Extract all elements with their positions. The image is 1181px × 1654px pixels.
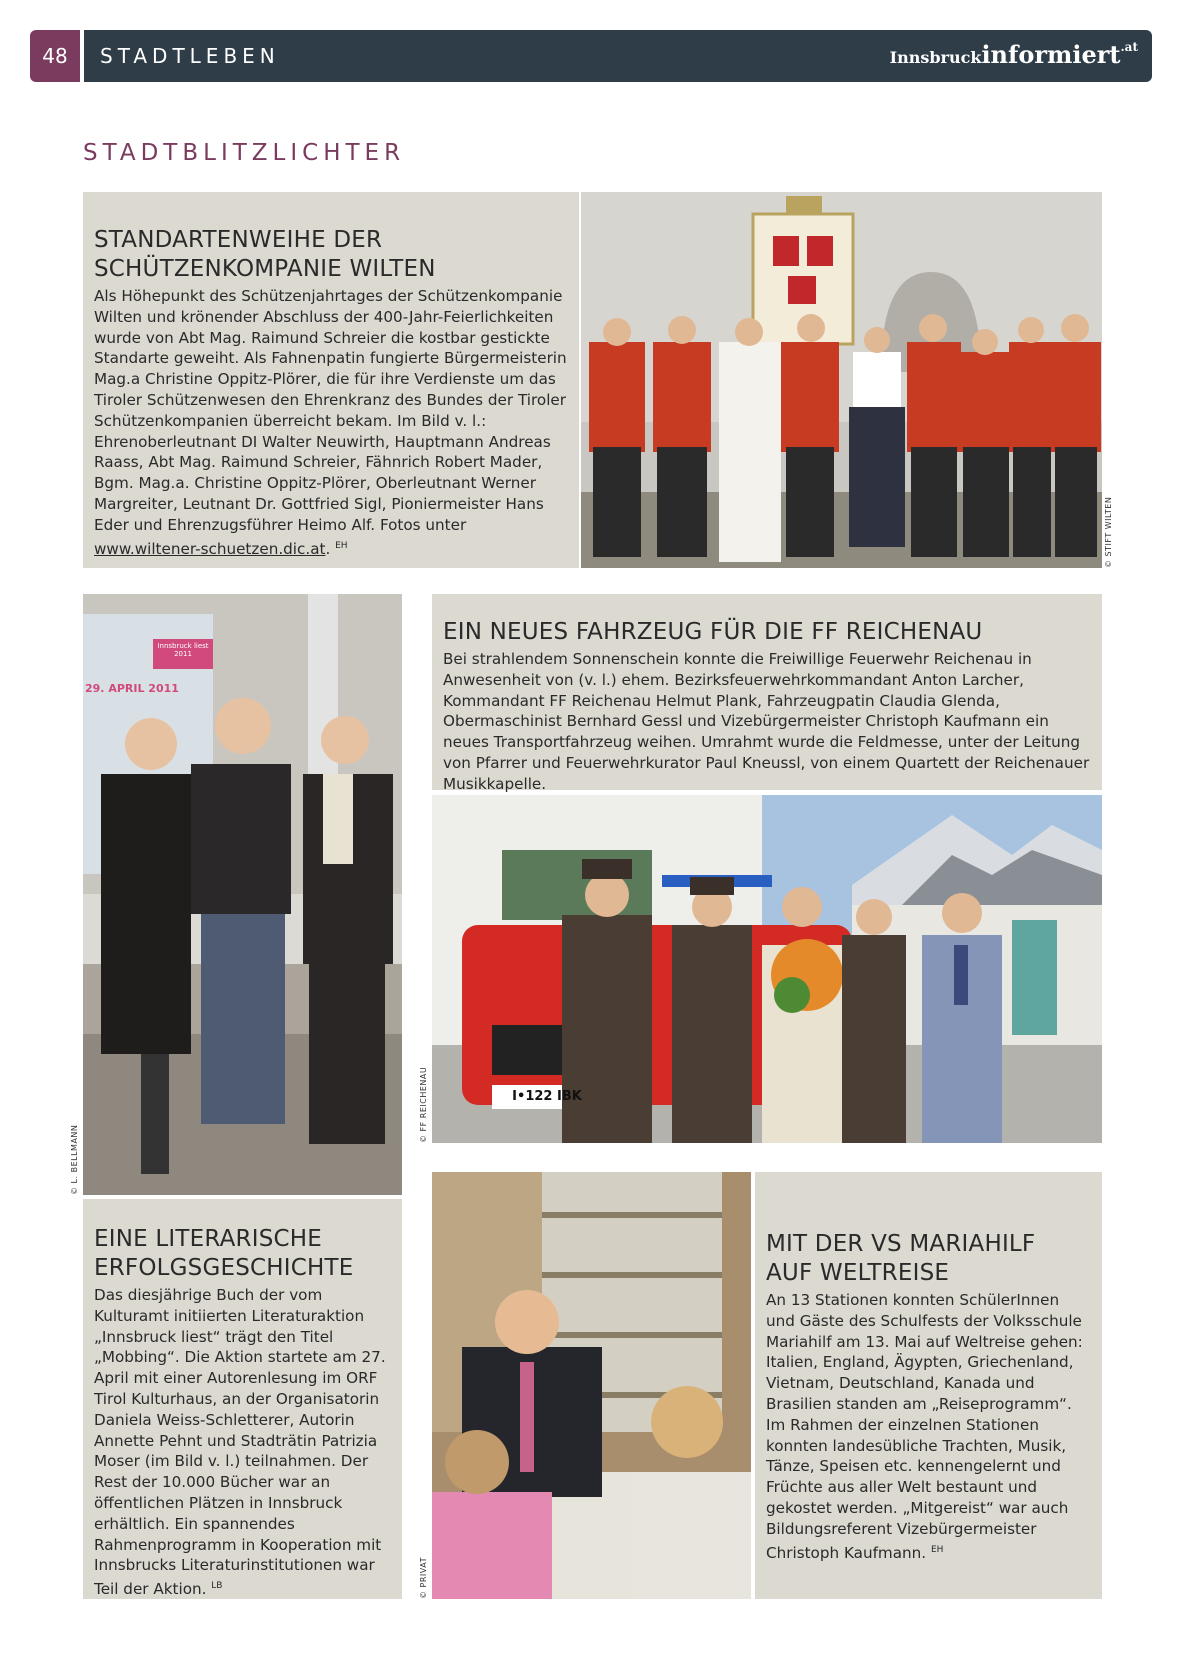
- article-literatur-body: Das diesjährige Buch der vom Kulturamt initiierten Literaturaktion „Innsbruck liest“ trägt den Titel „Mobbing“. Die Aktion startete am 27. April mit einer Autorenlesung im ORF Tirol Kulturhaus, an der Organisatorin Daniela Weiss-Schletterer, Autorin Annette Pehnt und Stadträtin Patrizia Moser (im Bild v. l.) teilnahmen. Der Rest der 10.000 Bücher war an öffentlichen Plätzen in Innsbruck erhältlich. Ein spannendes Rahmenprogramm in Kooperation mit Innsbrucks Literaturinstitutionen war Teil der Aktion. $^{LB}$: [94, 1286, 386, 1599]
- page-number: 48: [30, 30, 80, 82]
- author-sign: EH: [930, 1544, 944, 1555]
- poster-tag: Innsbruck liest 2011: [157, 642, 209, 658]
- credit-ff-reichenau: © FF REICHENAU: [419, 1066, 428, 1143]
- credit-bellmann: © L. BELLMANN: [70, 1124, 79, 1195]
- credit-stift-wilten: © STIFT WILTEN: [1104, 496, 1113, 568]
- wilten-link[interactable]: www.wiltener-schuetzen.dic.at: [94, 539, 326, 558]
- article-mariahilf-body: An 13 Stationen konnten SchülerInnen und Gäste des Schulfests der Volksschule Mariahilf am 13. Mai auf Weltreise gehen: Italien, England, Ägypten, Griechenland, Vietnam, Deutschland, Kanada und Brasilien standen am „Reiseprogramm“. Im Rahmen der einzelnen Stationen konnten landesübliche Trachten, Musik, Tänze, Speisen etc. kennengelernt und Früchte aus aller Welt bestaunt und gekostet werden. „Mitgereist“ war auch Bildungsreferent Vizebürgermeister Christoph Kaufmann. $^{EH}$: [766, 1291, 1083, 1562]
- photo-literatur: [83, 594, 402, 1195]
- brand-prefix: Innsbruck: [889, 48, 982, 67]
- brand-suffix: .at: [1120, 40, 1138, 54]
- author-sign: LB: [211, 1581, 223, 1592]
- photo-schuetzen: [581, 192, 1102, 568]
- article-literatur-title: EINE LITERARISCHE ERFOLGSGESCHICHTE: [94, 1226, 354, 1281]
- section-title: STADTLEBEN: [100, 44, 280, 68]
- photo-mariahilf: [432, 1172, 751, 1599]
- article-wilten-panel: [83, 192, 579, 568]
- page-kicker: STADTBLITZLICHTER: [83, 140, 406, 166]
- article-mariahilf-title: MIT DER VS MARIAHILF AUF WELTREISE: [766, 1231, 1036, 1286]
- brand-logo: [890, 40, 1138, 69]
- photo-fire-truck: [432, 795, 1102, 1143]
- article-mariahilf-panel: [755, 1172, 1102, 1599]
- article-wilten-title: STANDARTENWEIHE DER SCHÜTZENKOMPANIE WILTEN: [94, 227, 436, 282]
- article-reichenau-body: Bei strahlendem Sonnenschein konnte die Freiwillige Feuerwehr Reichenau in Anwesenheit von (v. l.) ehem. Bezirksfeuerwehrkommandant Anton Larcher, Kommandant FF Reichenau Helmut Plank, Fahrzeugpatin Claudia Glenda, Obermaschinist Bernhard Gessl und Vizebürgermeister Christoph Kaufmann ein neues Transportfahrzeug weihen. Umrahmt wurde die Feldmesse, unter der Leitung von Pfarrer und Feuerwehrkurator Paul Kneussl, von einem Quartett der Reichenauer Musikkapelle.: [443, 650, 1090, 793]
- article-reichenau-panel: [432, 594, 1102, 793]
- article-literatur-panel: [83, 1199, 402, 1599]
- credit-privat: © PRIVAT: [419, 1557, 428, 1599]
- article-wilten-body: Als Höhepunkt des Schützenjahrtages der Schützenkompanie Wilten und krönender Abschluss der 400-Jahr-Feierlichkeiten wurde von Abt Mag. Raimund Schreier die kostbar gestickte Standarte geweiht. Als Fahnenpatin fungierte Bürgermeisterin Mag.a Christine Oppitz-Plörer, die für ihre Verdienste um das Tiroler Schützenwesen den Ehrenkranz des Bundes der Tiroler Schützenkompanien überreicht bekam. Im Bild v. l.: Ehrenoberleutnant DI Walter Neuwirth, Hauptmann Andreas Raass, Abt Mag. Raimund Schreier, Fähnrich Robert Mader, Bgm. Mag.a. Christine Oppitz-Plörer, Oberleutnant Werner Margreiter, Leutnant Dr. Gottfried Sigl, Pioniermeister Hans Eder und Ehrenzugsführer Heimo Alf. Fotos unter www.wiltener-schuetzen.dic.at. $^{EH}$: [94, 287, 567, 558]
- license-plate: I•122 IBK: [512, 1089, 582, 1104]
- article-reichenau-title: EIN NEUES FAHRZEUG FÜR DIE FF REICHENAU: [443, 619, 983, 645]
- brand-main: informiert: [981, 40, 1121, 69]
- header-bar: [84, 30, 1152, 82]
- author-sign: EH: [335, 540, 348, 551]
- poster-date: 29. APRIL 2011: [85, 682, 179, 695]
